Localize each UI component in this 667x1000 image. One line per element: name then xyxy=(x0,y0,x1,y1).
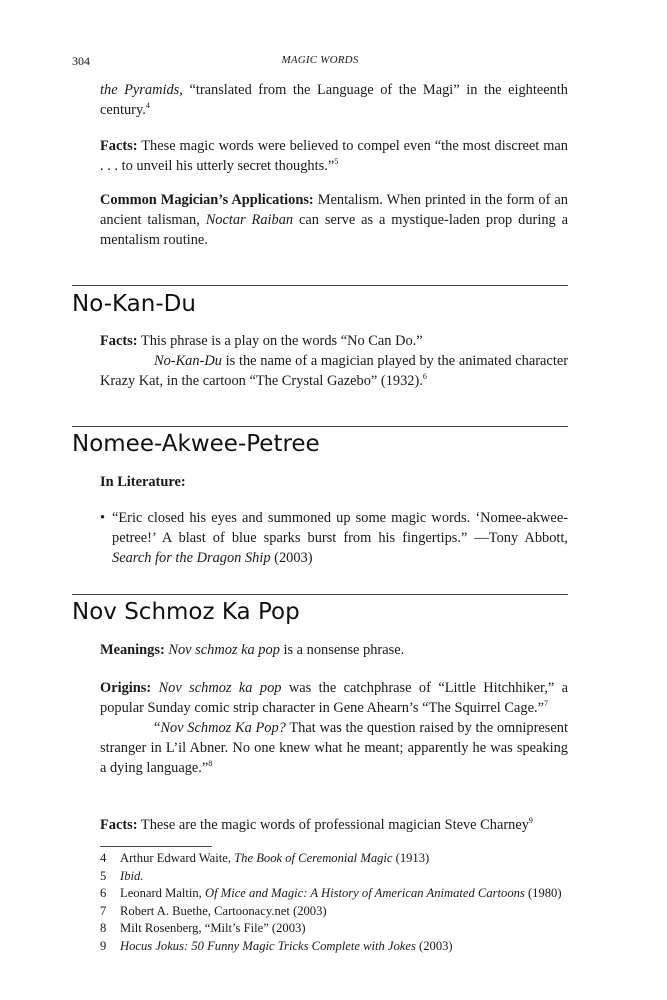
footnote-number: 8 xyxy=(100,921,107,935)
paragraph-text: can serve as a mystique-laden prop during a mentalism routine. xyxy=(100,212,568,248)
facts-paragraph xyxy=(100,136,568,176)
footnote-number: 6 xyxy=(100,886,107,900)
footnote xyxy=(100,885,570,903)
entry-title-nomee-akwee-petree: Nomee-Akwee-Petree xyxy=(72,431,320,457)
paragraph-text: This phrase is a play on the words “No Can Do.” xyxy=(137,333,423,349)
section-rule xyxy=(72,426,568,427)
footnote xyxy=(100,938,570,956)
running-header xyxy=(72,54,568,70)
footnote-text: Leonard Maltin, xyxy=(120,886,205,900)
section-rule xyxy=(72,285,568,286)
entry-title-no-kan-du: No-Kan-Du xyxy=(72,291,196,317)
nov-meanings xyxy=(100,640,568,660)
footnote-ref: 8 xyxy=(208,759,213,769)
continuation-paragraph xyxy=(100,80,568,120)
paragraph-text: Mentalism. When printed in the form of an ancient talisman, xyxy=(100,192,568,228)
footnote-number: 7 xyxy=(100,903,107,918)
facts-label: Facts: xyxy=(100,333,138,349)
nov-origins xyxy=(100,678,568,778)
applications-paragraph xyxy=(100,190,568,250)
paragraph-text: “ xyxy=(154,720,161,736)
facts-label: Facts: xyxy=(100,817,138,833)
footnote-ref: 7 xyxy=(543,699,548,709)
footnote-italic: Of Mice and Magic: A History of American Animated Cartoons xyxy=(204,886,525,900)
footnote-italic: Hocus Jokus: 50 Funny Magic Tricks Complete with Jokes xyxy=(120,938,416,953)
footnote-text: (1980) xyxy=(524,886,562,900)
footnote xyxy=(100,868,570,886)
footnote-text: (1913) xyxy=(392,851,430,865)
footnote xyxy=(100,903,570,921)
italic-text: Noctar Raiban xyxy=(205,212,294,228)
footnote-text: Milt Rosenberg, “Milt’s File” (2003) xyxy=(120,921,306,935)
italic-text: Search for the Dragon Ship xyxy=(112,550,271,566)
bullet: • xyxy=(100,510,106,526)
footnote xyxy=(100,920,570,938)
applications-label: Common Magician’s Applications: xyxy=(100,192,314,208)
footnote-rule xyxy=(100,846,212,847)
origins-label: Origins: xyxy=(100,680,152,696)
meanings-label: Meanings: xyxy=(100,642,165,658)
paragraph-text: , “translated from the Language of the Magi” in the eighteenth century. xyxy=(100,82,569,118)
page-number: 304 xyxy=(72,54,90,68)
paragraph-text: is a nonsense phrase. xyxy=(279,642,405,658)
footnote-number: 4 xyxy=(100,851,107,865)
paragraph-text: These are the magic words of professional magician Steve Charney xyxy=(137,817,529,833)
nomee-quote xyxy=(100,508,568,568)
footnote-italic: Ibid. xyxy=(120,868,144,883)
running-title: MAGIC WORDS xyxy=(281,54,359,66)
footnote-ref: 4 xyxy=(145,101,150,111)
paragraph-text: These magic words were believed to compel even “the most discreet man . . . to unveil his utterly secret thoughts.” xyxy=(100,138,568,174)
footnote-ref: 5 xyxy=(334,157,339,167)
nomee-literature-label xyxy=(100,472,568,492)
footnote xyxy=(100,850,570,868)
no-kan-du-facts xyxy=(100,331,568,391)
paragraph-text: That was the question raised by the omnipresent stranger in L’il Abner. No one knew what he meant; apparently he was speaking a dying language.” xyxy=(100,720,568,776)
italic-text: Nov schmoz ka pop xyxy=(168,642,280,658)
facts-label: Facts: xyxy=(100,138,138,154)
footnote-number: 5 xyxy=(100,868,107,883)
literature-label: In Literature: xyxy=(100,474,186,490)
footnote-italic: The Book of Ceremonial Magic xyxy=(234,851,393,865)
paragraph-text: was the catchphrase of “Little Hitchhiker,” a popular Sunday comic strip character in Gene Ahearn’s “The Squirrel Cage.” xyxy=(100,680,568,716)
italic-text: Nov schmoz ka pop xyxy=(158,680,282,696)
footnote-ref: 9 xyxy=(528,816,533,826)
footnote-ref: 6 xyxy=(422,372,427,382)
nov-facts xyxy=(100,815,568,835)
footnote-number: 9 xyxy=(100,938,107,953)
italic-text: Nov Schmoz Ka Pop? xyxy=(160,720,286,736)
footnote-text: Robert A. Buethe, Cartoonacy.net (2003) xyxy=(120,903,327,918)
paragraph-text: is the name of a magician played by the animated character Krazy Kat, in the cartoon “The Crystal Gazebo” (1932). xyxy=(100,353,568,389)
footnote-text: Arthur Edward Waite, xyxy=(120,851,235,865)
italic-text: the Pyramids xyxy=(100,82,180,98)
footnote-text: (2003) xyxy=(415,938,453,953)
section-rule xyxy=(72,594,568,595)
paragraph-text: “Eric closed his eyes and summoned up some magic words. ‘Nomee-akwee-petree!’ A blast of blue sparks burst from his fingertips.” —Tony Abbott, xyxy=(112,510,568,546)
footnotes xyxy=(100,850,570,955)
italic-text: No-Kan-Du xyxy=(154,353,222,369)
entry-title-nov-schmoz-ka-pop: Nov Schmoz Ka Pop xyxy=(72,599,300,625)
paragraph-text: (2003) xyxy=(270,550,313,566)
